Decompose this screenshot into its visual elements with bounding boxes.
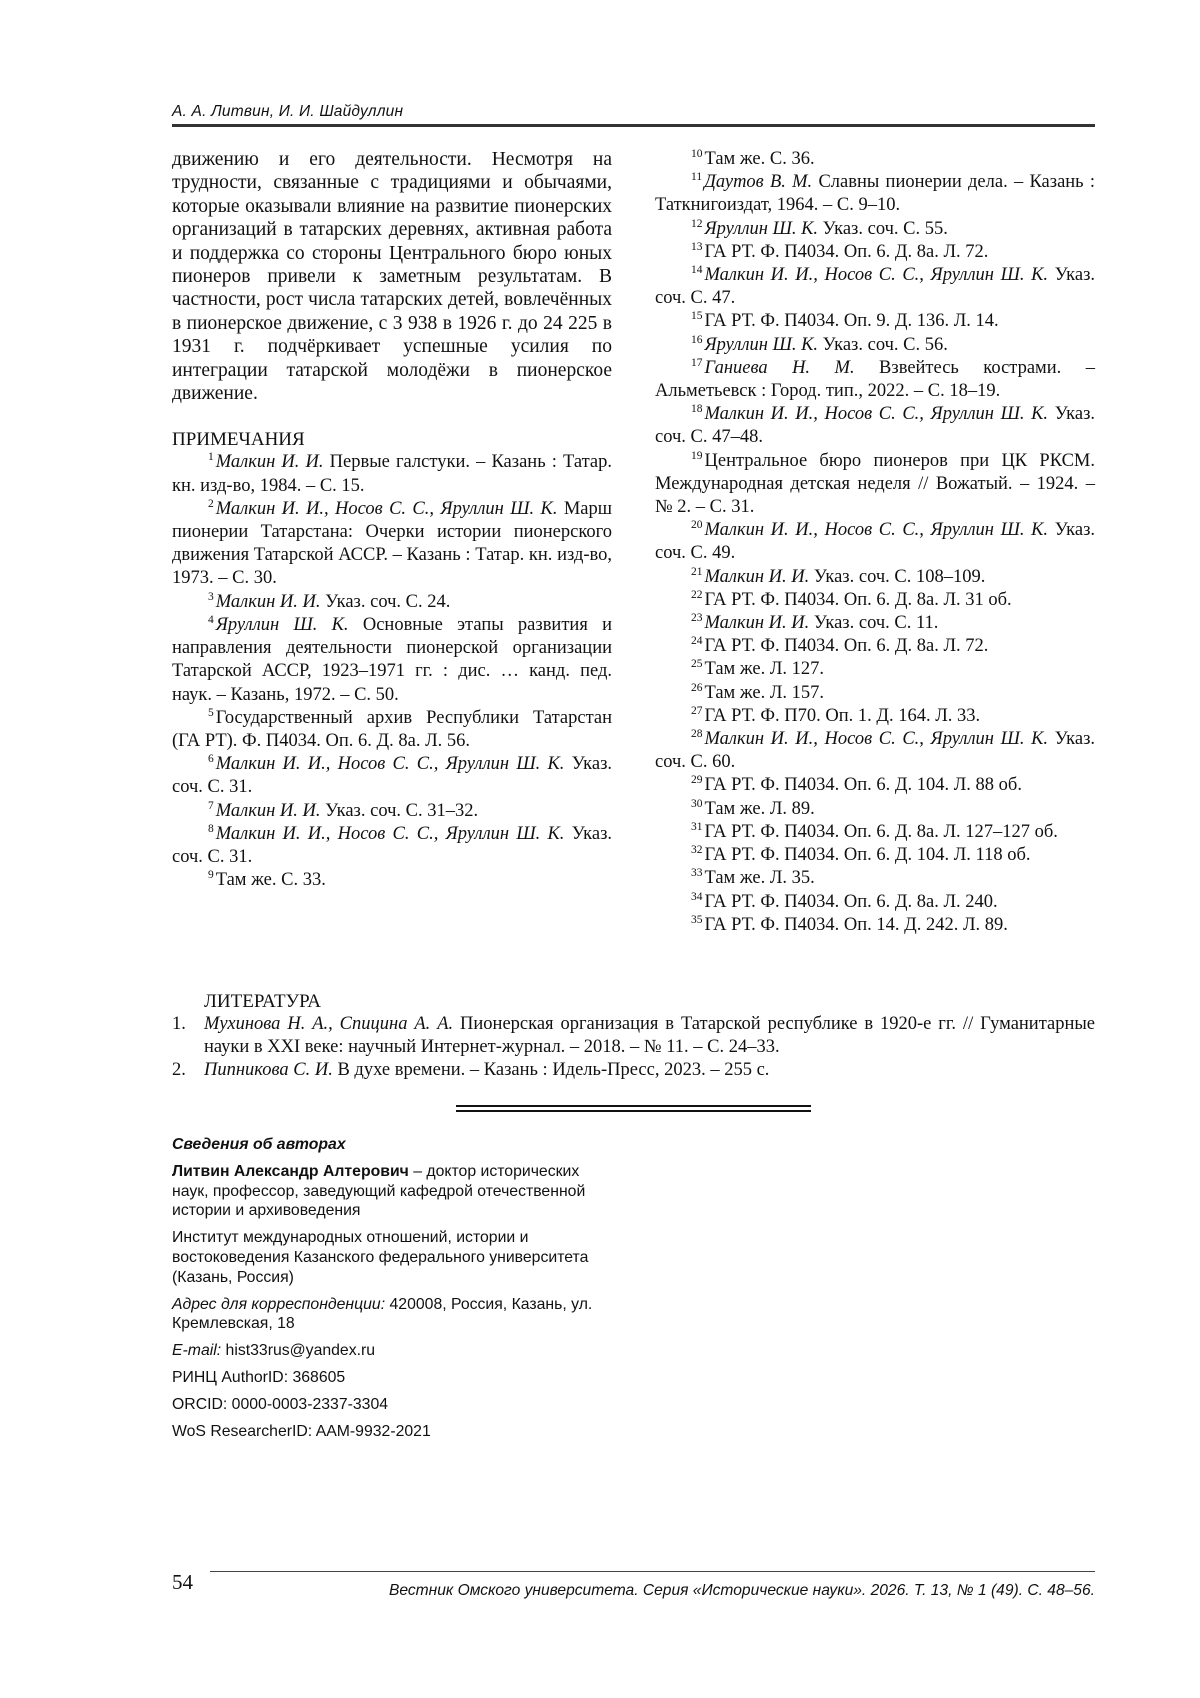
note-text: Там же. С. 33. [215, 870, 326, 891]
note-number: 24 [691, 635, 703, 648]
notes-list-left [172, 451, 612, 892]
note-text: Там же. Л. 35. [704, 868, 815, 889]
note-authors: Ганиева Н. М. [704, 357, 855, 378]
note-authors: Малкин И. И., Носов С. С., Яруллин Ш. К. [704, 265, 1049, 286]
note-number: 34 [691, 890, 703, 903]
note-number: 22 [691, 588, 703, 601]
note-number: 30 [691, 797, 703, 810]
note-number: 35 [691, 913, 703, 926]
author-orcid: ORCID: 0000-0003-2337-3304 [172, 1395, 389, 1413]
note-item [655, 171, 1095, 217]
note-item [172, 451, 612, 497]
note-text: Указ. соч. С. 24. [325, 591, 451, 612]
note-text: Взвейтесь кострами. – Альметьевск : Город. тип., 2022. – С. 18–19. [655, 357, 1095, 402]
body-paragraph: движению и его деятельности. Несмотря на трудности, связанные с традициями и обычаями, которые оказывали влияние на развитие пионерских организаций в татарских деревнях, активная работа и поддержка со стороны Центрального бюро юных пионеров привели к заметным результатам. В частности, рост числа татарских детей, вовлечённых в пионерское движение, с 3 938 в 1926 г. до 24 225 в 1931 г. подчёркивает успешные усилия по интеграции татарской молодёжи в пионерское движение. [172, 149, 612, 405]
section-divider [456, 1105, 811, 1114]
note-item [655, 310, 1095, 333]
note-number: 27 [691, 704, 703, 717]
note-text: Указ. соч. С. 11. [813, 613, 939, 634]
note-item [655, 450, 1095, 520]
note-item [655, 589, 1095, 612]
note-number: 26 [691, 681, 703, 694]
note-number: 4 [208, 613, 214, 626]
address-label: Адрес для корреспонденции: [172, 1295, 386, 1313]
note-text: Основные этапы развития и направления деятельности пионерской организации Татарской АССР, 1923–1971 гг. : дис. … канд. пед. наук. – Казань, 1972. – С. 50. [172, 614, 612, 705]
note-item [655, 705, 1095, 728]
header-rule [172, 124, 1095, 127]
author-name: Литвин Александр Алтерович [172, 1162, 409, 1180]
literature-list [172, 1013, 1095, 1083]
note-item [655, 334, 1095, 357]
note-text: Указ. соч. С. 108–109. [813, 566, 986, 587]
literature-number: 2. [172, 1060, 186, 1081]
note-text: Там же. С. 36. [704, 149, 815, 169]
author-institution: Институт международных отношений, истории и востоковедения Казанского федерального университета (Казань, Россия) [172, 1229, 589, 1286]
note-authors: Малкин И. И. [215, 452, 324, 473]
note-text: ГА РТ. Ф. П4034. Оп. 6. Д. 8а. Л. 72. [704, 241, 989, 262]
note-text: Центральное бюро пионеров при ЦК РКСМ. Международная детская неделя // Вожатый. – 1924. – № 2. – С. 31. [655, 450, 1095, 518]
note-authors: Яруллин Ш. К. [704, 334, 819, 355]
note-number: 20 [691, 519, 703, 532]
author-rinc: РИНЦ AuthorID: 368605 [172, 1368, 346, 1386]
note-text: ГА РТ. Ф. П4034. Оп. 14. Д. 242. Л. 89. [704, 914, 1008, 935]
author-bio [172, 1162, 612, 1221]
note-authors: Малкин И. И., Носов С. С., Яруллин Ш. К. [704, 729, 1049, 750]
note-number: 1 [208, 451, 214, 464]
literature-entry [204, 1059, 1095, 1082]
note-item [172, 823, 612, 869]
email-link[interactable]: hist33rus@yandex.ru [225, 1342, 376, 1360]
note-authors: Малкин И. И., Носов С. С., Яруллин Ш. К. [704, 520, 1049, 541]
note-item [655, 891, 1095, 914]
literature-entry [204, 1013, 1095, 1059]
note-text: Указ. соч. С. 31. [172, 823, 613, 867]
note-item [655, 218, 1095, 241]
author-position: – доктор исторических наук, профессор, заведующий кафедрой отечественной истории и архивоведения [172, 1162, 586, 1220]
note-authors: Малкин И. И. [215, 800, 321, 821]
note-text: Указ. соч. С. 31–32. [325, 800, 479, 821]
note-text: Славны пионерии дела. – Казань : Таткнигоиздат, 1964. – С. 9–10. [655, 172, 1096, 216]
note-item [655, 798, 1095, 821]
note-item [655, 728, 1095, 774]
note-number: 28 [691, 728, 703, 741]
left-column [172, 148, 612, 892]
note-text: Марш пионерии Татарстана: Очерки истории пионерского движения Татарской АССР. – Казань : Татар. кн. изд-во, 1973. – С. 30. [172, 498, 613, 589]
note-number: 7 [208, 799, 214, 812]
author-email [172, 1341, 612, 1361]
note-text: ГА РТ. Ф. П4034. Оп. 6. Д. 8а. Л. 127–127 об. [704, 821, 1058, 842]
note-number: 12 [691, 217, 703, 230]
right-column [655, 148, 1095, 937]
note-authors: Даутов В. М. [704, 172, 813, 193]
note-text: ГА РТ. Ф. П4034. Оп. 6. Д. 8а. Л. 31 об. [704, 589, 1012, 610]
note-text: Указ. соч. С. 55. [822, 218, 948, 239]
literature-section [172, 990, 1095, 1083]
note-number: 32 [691, 844, 703, 857]
literature-authors: Пипникова С. И. [204, 1060, 333, 1081]
note-authors: Малкин И. И., Носов С. С., Яруллин Ш. К. [215, 498, 558, 519]
note-item [655, 519, 1095, 565]
note-number: 21 [691, 565, 703, 578]
note-number: 9 [208, 869, 214, 882]
notes-list-right [655, 148, 1095, 937]
note-authors: Малкин И. И. [704, 613, 810, 634]
note-text: Указ. соч. С. 49. [655, 520, 1096, 564]
note-text: ГА РТ. Ф. П4034. Оп. 6. Д. 104. Л. 88 об. [704, 775, 1022, 796]
note-authors: Малкин И. И., Носов С. С., Яруллин Ш. К. [215, 823, 565, 844]
note-number: 33 [691, 867, 703, 880]
note-item [655, 612, 1095, 635]
note-number: 16 [691, 333, 703, 346]
note-number: 2 [208, 497, 214, 510]
note-number: 31 [691, 820, 703, 833]
note-item [655, 682, 1095, 705]
literature-text: В духе времени. – Казань : Идель-Пресс, 2023. – 255 с. [337, 1060, 770, 1081]
literature-text: Пионерская организация в Татарской республике в 1920-е гг. // Гуманитарные науки в XXI веке: научный Интернет-журнал. – 2018. – № 11. – С. 24–33. [204, 1014, 1096, 1058]
note-text: ГА РТ. Ф. П4034. Оп. 6. Д. 104. Л. 118 об. [704, 845, 1031, 866]
note-text: Первые галстуки. – Казань : Татар. кн. изд-во, 1984. – С. 15. [172, 452, 612, 496]
running-head: А. А. Литвин, И. И. Шайдуллин [172, 103, 404, 120]
note-number: 25 [691, 658, 703, 671]
note-text: Указ. соч. С. 60. [655, 729, 1096, 773]
note-item [655, 403, 1095, 449]
note-authors: Малкин И. И., Носов С. С., Яруллин Ш. К. [704, 404, 1049, 425]
note-authors: Малкин И. И. [215, 591, 321, 612]
note-text: Там же. Л. 89. [704, 798, 815, 819]
footer-citation: Вестник Омского университета. Серия «Исторические науки». 2026. Т. 13, № 1 (49). С. 48–56. [388, 1582, 1095, 1599]
note-text: Там же. Л. 127. [704, 659, 825, 680]
page-number: 54 [172, 1570, 193, 1594]
note-authors: Яруллин Ш. К. [704, 218, 819, 239]
note-item [655, 914, 1095, 937]
note-item [655, 357, 1095, 403]
note-item [655, 635, 1095, 658]
note-number: 5 [208, 706, 214, 719]
note-text: Указ. соч. С. 31. [172, 754, 613, 798]
author-wos: WoS ResearcherID: AAM-9932-2021 [172, 1422, 431, 1440]
note-item [655, 566, 1095, 589]
note-item [655, 844, 1095, 867]
literature-authors: Мухинова Н. А., Спицина А. А. [204, 1014, 454, 1034]
note-text: Указ. соч. С. 47–48. [655, 404, 1096, 448]
note-item [172, 498, 612, 591]
note-authors: Яруллин Ш. К. [215, 614, 349, 635]
note-number: 23 [691, 612, 703, 625]
note-number: 29 [691, 774, 703, 787]
note-number: 11 [691, 171, 703, 184]
note-item [172, 614, 612, 707]
address-value: 420008, Россия, Казань, ул. Кремлевская, 18 [172, 1295, 593, 1333]
note-number: 18 [691, 403, 703, 416]
email-label: E-mail: [172, 1342, 222, 1360]
note-item [655, 264, 1095, 310]
note-text: ГА РТ. Ф. П4034. Оп. 6. Д. 8а. Л. 240. [704, 891, 998, 912]
note-number: 13 [691, 240, 703, 253]
note-text: ГА РТ. Ф. П4034. Оп. 6. Д. 8а. Л. 72. [704, 636, 989, 657]
note-number: 14 [691, 264, 703, 277]
note-text: ГА РТ. Ф. П4034. Оп. 9. Д. 136. Л. 14. [704, 311, 999, 332]
note-item [655, 774, 1095, 797]
note-item [172, 800, 612, 823]
note-text: ГА РТ. Ф. П70. Оп. 1. Д. 164. Л. 33. [704, 705, 981, 726]
literature-item [172, 1059, 1095, 1082]
note-text: Указ. соч. С. 56. [822, 334, 948, 355]
author-address [172, 1295, 612, 1335]
note-text: Там же. Л. 157. [704, 682, 825, 703]
authors-heading: Сведения об авторах [172, 1136, 346, 1153]
note-number: 3 [208, 590, 214, 603]
notes-heading: ПРИМЕЧАНИЯ [172, 429, 305, 451]
note-authors: Малкин И. И. [704, 566, 810, 587]
note-number: 15 [691, 310, 703, 323]
literature-item [172, 1013, 1095, 1059]
note-item [655, 821, 1095, 844]
note-item [172, 869, 612, 892]
footer-rule [210, 1571, 1095, 1572]
note-item [172, 753, 612, 799]
note-item [655, 867, 1095, 890]
note-item [172, 591, 612, 614]
note-number: 19 [691, 449, 703, 462]
note-text: Государственный архив Республики Татарстан (ГА РТ). Ф. П4034. Оп. 6. Д. 8а. Л. 56. [172, 707, 612, 751]
note-number: 8 [208, 822, 214, 835]
note-number: 6 [208, 753, 214, 766]
note-item [655, 658, 1095, 681]
note-text: Указ. соч. С. 47. [655, 265, 1096, 309]
note-item [655, 241, 1095, 264]
authors-info [172, 1135, 612, 1448]
note-number: 10 [691, 148, 703, 160]
note-item [655, 148, 1095, 171]
note-number: 17 [691, 356, 703, 369]
note-authors: Малкин И. И., Носов С. С., Яруллин Ш. К. [215, 754, 565, 775]
literature-number: 1. [172, 1014, 186, 1034]
literature-heading: ЛИТЕРАТУРА [204, 991, 321, 1012]
note-item [172, 707, 612, 753]
